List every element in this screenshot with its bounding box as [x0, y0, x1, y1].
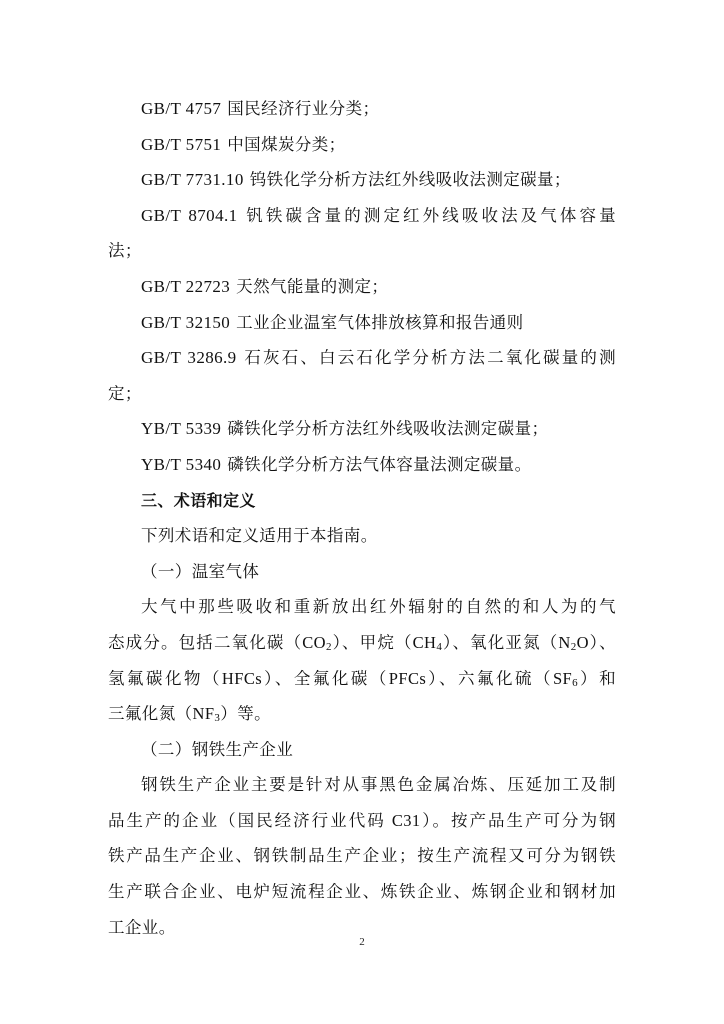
reference-continuation: 法；: [108, 241, 142, 261]
standard-code: GB/T 22723: [141, 276, 231, 296]
section-heading: 三、术语和定义: [141, 490, 256, 510]
reference-continuation: 定；: [108, 383, 142, 403]
paragraph-line: 大气中那些吸收和重新放出红外辐射的自然的和人为的气: [141, 597, 616, 617]
standard-title: 中国煤炭分类；: [227, 134, 346, 154]
standard-title: 磷铁化学分析方法气体容量法测定碳量。: [227, 454, 532, 474]
standard-title: 钒铁碳含量的测定红外线吸收法及气体容量: [243, 205, 616, 225]
standard-code: GB/T 3286.9: [141, 348, 237, 368]
reference-item: [108, 340, 616, 376]
paragraph-line: 钢铁生产企业主要是针对从事黑色金属冶炼、压延加工及制: [141, 775, 616, 795]
paragraph-line: 生产联合企业、电炉短流程企业、炼铁企业、炼钢企业和钢材加: [108, 882, 616, 902]
standard-code: YB/T 5339: [141, 419, 222, 439]
standard-title: 磷铁化学分析方法红外线吸收法测定碳量；: [227, 419, 549, 439]
reference-item: [108, 127, 616, 163]
paragraph-line: 态成分。包括二氧化碳$(CO_2)$、甲烷$(CH_4)$、氧化亚氮$(N_2O)$、: [108, 632, 616, 653]
term-heading: （二）钢铁生产企业: [141, 739, 294, 759]
standard-code: YB/T 5340: [141, 454, 222, 474]
standard-code: GB/T 7731.10: [141, 170, 244, 190]
standard-title: 天然气能量的测定；: [236, 276, 389, 296]
paragraph-line: 三氟化氮$(NF_3)$等。: [108, 704, 272, 725]
reference-item: [108, 162, 616, 198]
standard-code: GB/T 5751: [141, 134, 222, 154]
reference-item: [108, 269, 616, 305]
paragraph-line: 品生产的企业（国民经济行业代码 C31）。按产品生产可分为钢: [108, 810, 616, 830]
standard-title: 钨铁化学分析方法红外线吸收法测定碳量；: [249, 170, 571, 190]
term-heading: （一）温室气体: [141, 561, 260, 581]
page-number: 2: [359, 936, 365, 948]
body-text: [108, 91, 616, 945]
reference-item: [108, 91, 616, 127]
standard-code: GB/T 4757: [141, 99, 222, 118]
section-intro: 下列术语和定义适用于本指南。: [141, 526, 378, 546]
standard-code: GB/T 8704.1: [141, 205, 238, 225]
paragraph-line: 工企业。: [108, 917, 176, 937]
paragraph-line: 铁产品生产企业、钢铁制品生产企业；按生产流程又可分为钢铁: [108, 846, 616, 866]
reference-item: [108, 305, 616, 341]
paragraph-line: 氢氟碳化物（HFCs）、全氟化碳（PFCs）、六氟化硫$(SF_6)$和: [108, 668, 616, 689]
reference-item: [108, 447, 616, 483]
standard-code: GB/T 32150: [141, 312, 231, 332]
reference-item: [108, 411, 616, 447]
standard-title: 工业企业温室气体排放核算和报告通则: [236, 312, 524, 332]
standard-title: 石灰石、白云石化学分析方法二氧化碳量的测: [242, 348, 616, 368]
standard-title: 国民经济行业分类；: [227, 99, 380, 118]
reference-item: [108, 198, 616, 234]
